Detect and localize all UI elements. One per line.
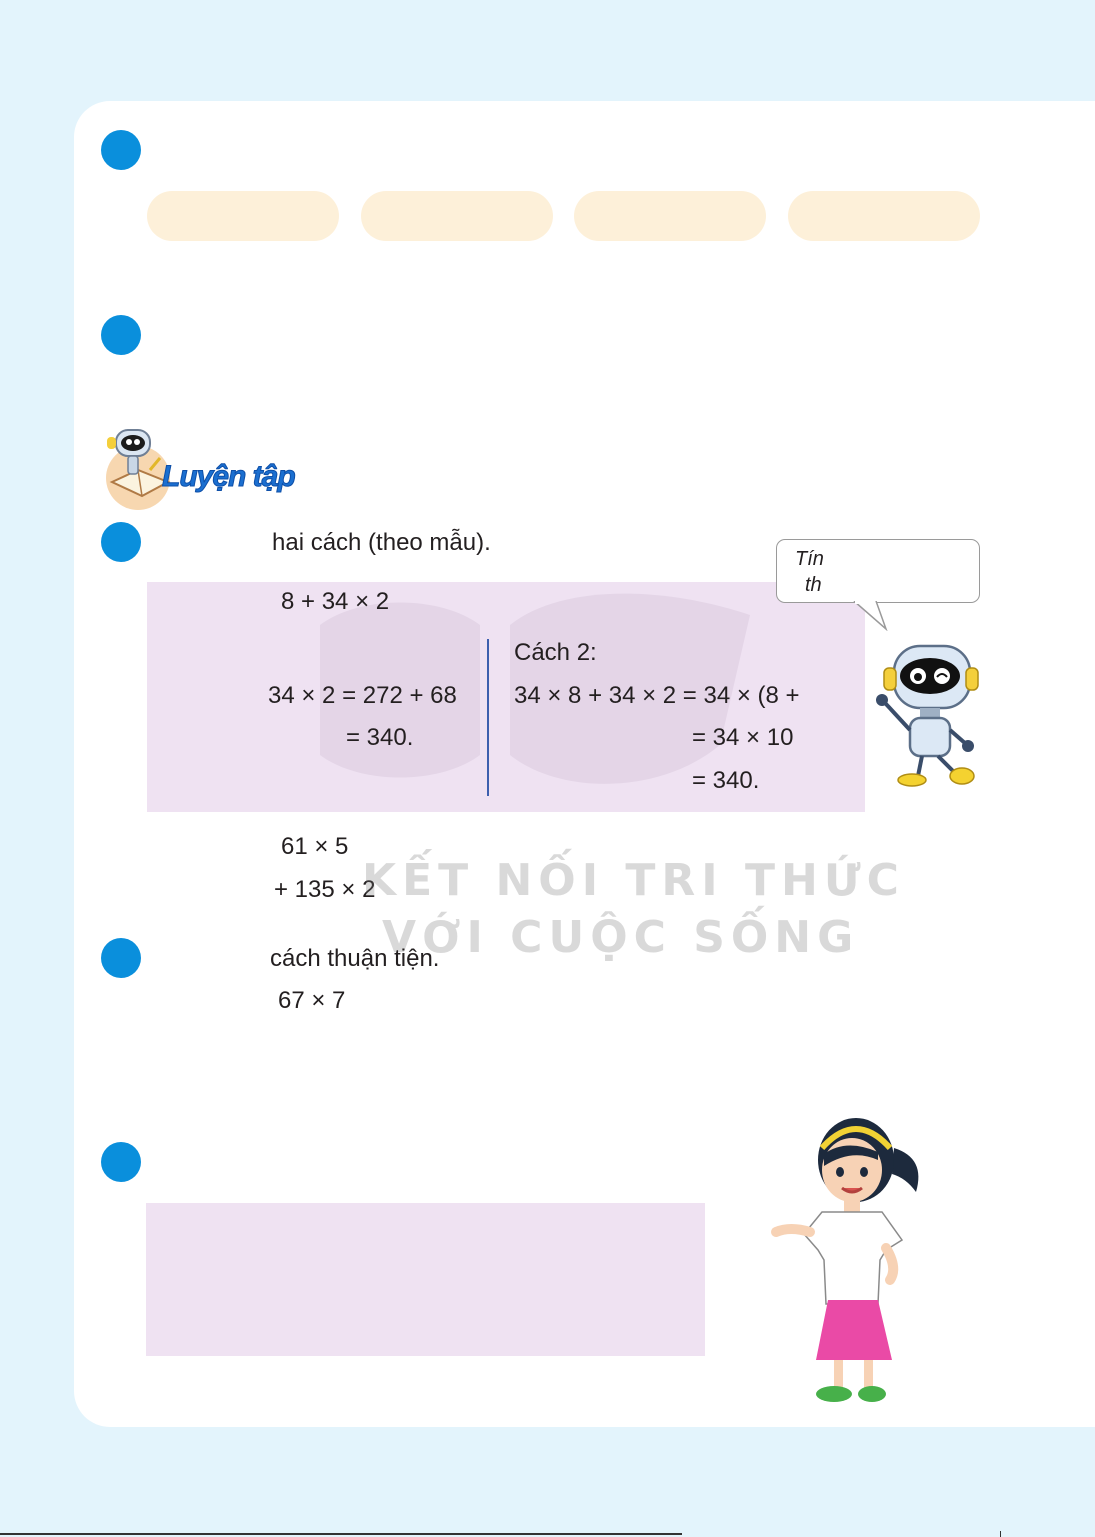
example-divider [487,639,489,796]
answer-pill-1 [147,191,339,241]
number-dot-4 [101,938,141,978]
number-dot-3 [101,522,141,562]
way2-label: Cách 2: [514,639,597,666]
bubble-tail [850,601,890,631]
exercise-1-task-b: + 135 × 2 [274,876,376,903]
number-dot-1 [101,130,141,170]
exercise-2-task-a: 67 × 7 [278,987,346,1014]
way1-line2: = 340. [346,724,414,751]
way2-line2: = 34 × 10 [692,724,794,751]
answer-pill-3 [574,191,766,241]
watermark-line1: KẾT NỐI TRI THỨC [362,855,905,906]
way1-line1: 34 × 2 = 272 + 68 [268,682,457,709]
bubble-line2: th [805,574,822,596]
way2-line1: 34 × 8 + 34 × 2 = 34 × (8 + [514,682,800,709]
footer-line [0,1533,682,1535]
answer-pill-4 [788,191,980,241]
bubble-line1: Tín [795,548,824,570]
number-dot-5 [101,1142,141,1182]
way2-line3: = 340. [692,767,760,794]
footer-tick [1000,1531,1001,1537]
exercise-2-instruction: cách thuận tiện. [270,945,440,972]
answer-pill-2 [361,191,553,241]
exercise-1-instruction: hai cách (theo mẫu). [272,529,491,556]
bottom-box [146,1203,705,1356]
watermark-line2: VỚI CUỘC SỐNG [382,912,860,963]
exercise-1-task-a: 61 × 5 [281,833,349,860]
girl-character-icon [766,1108,931,1408]
section-title: Luyện tập [162,460,295,493]
robot-character-icon [872,640,987,790]
number-dot-2 [101,315,141,355]
example-expression: 8 + 34 × 2 [281,588,390,615]
